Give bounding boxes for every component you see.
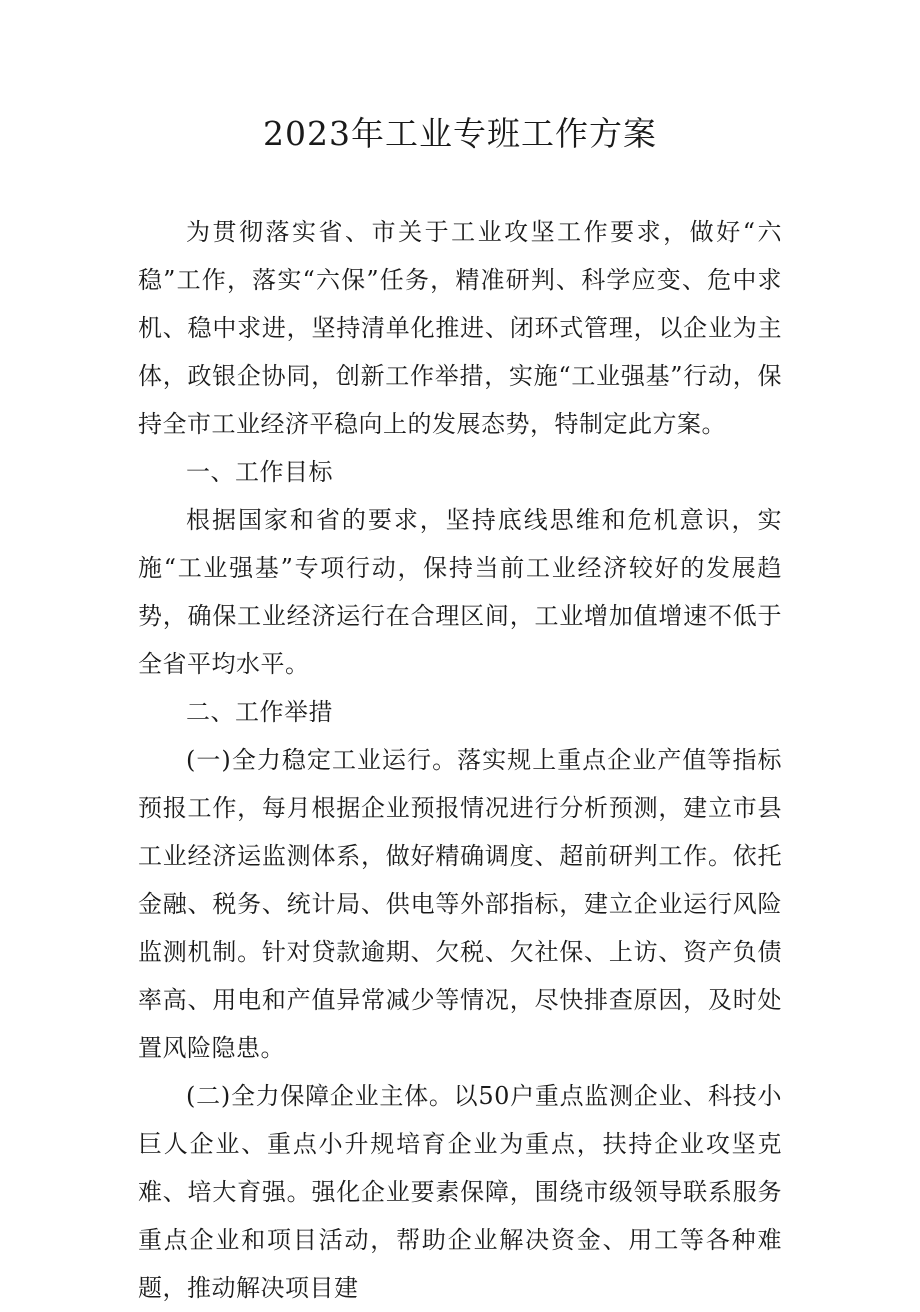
- document-title: 2023年工业专班工作方案: [263, 114, 657, 153]
- section-heading-goals: 一、工作目标: [186, 458, 333, 486]
- goals-paragraph: 根据国家和省的要求，坚持底线思维和危机意识，实施“工业强基”专项行动，保持当前工业经济较好的发展趋势，确保工业经济运行在合理区间，工业增加值增速不低于全省平均水平。: [138, 506, 782, 678]
- intro-paragraph: 为贯彻落实省、市关于工业攻坚工作要求，做好“六稳”工作，落实“六保”任务，精准研判、科学应变、危中求机、稳中求进，坚持清单化推进、闭环式管理，以企业为主体，政银企协同，创新工作举措，实施“工业强基”行动，保持全市工业经济平稳向上的发展态势，特制定此方案。: [138, 218, 782, 438]
- measure-paragraph-2: (二)全力保障企业主体。以50户重点监测企业、科技小巨人企业、重点小升规培育企业为重点，扶持企业攻坚克难、培大育强。强化企业要素保障，围绕市级领导联系服务重点企业和项目活动，帮助企业解决资金、用工等各种难题，推动解决项目建: [138, 1082, 782, 1302]
- measure-paragraph-1: (一)全力稳定工业运行。落实规上重点企业产值等指标预报工作，每月根据企业预报情况进行分析预测，建立市县工业经济运监测体系，做好精确调度、超前研判工作。依托金融、税务、统计局、供电等外部指标，建立企业运行风险监测机制。针对贷款逾期、欠税、欠社保、上访、资产负债率高、用电和产值异常减少等情况，尽快排查原因，及时处置风险隐患。: [138, 746, 782, 1062]
- section-heading-measures: 二、工作举措: [186, 698, 333, 726]
- document-body: [138, 208, 782, 1312]
